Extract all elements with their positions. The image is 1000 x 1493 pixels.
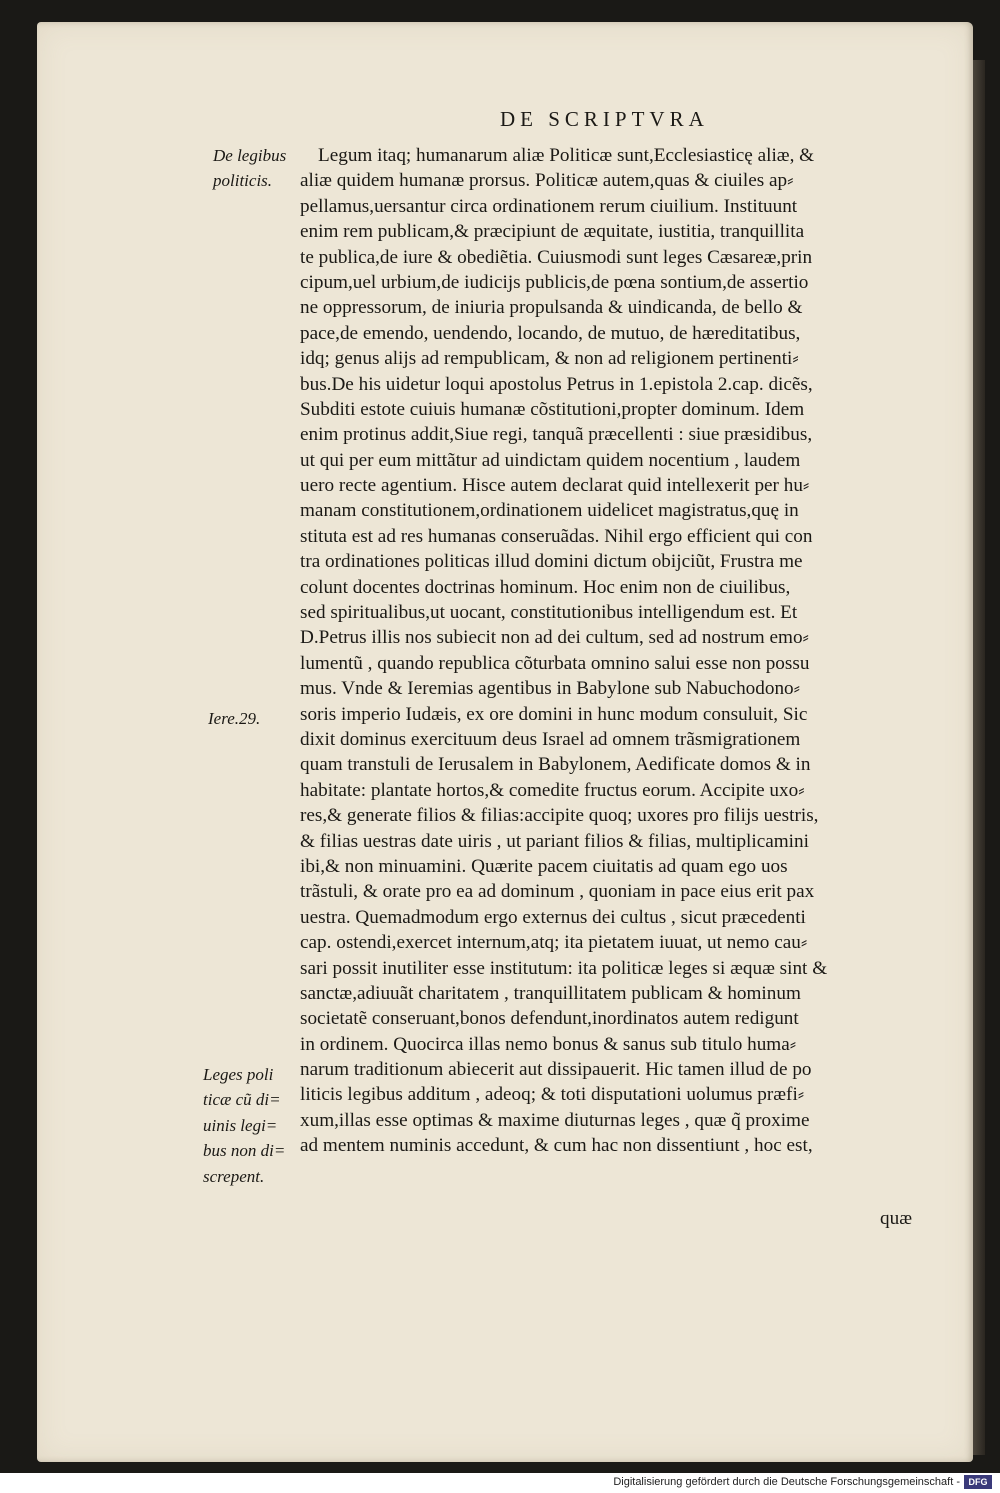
text-line: uestra. Quemadmodum ergo externus dei cultus , sicut præcedenti	[300, 906, 806, 928]
margin-note-leges-politicae	[203, 1062, 285, 1189]
text-line: liticis legibus additum , adeoq; & toti disputationi uolumus præfi⸗	[300, 1084, 805, 1106]
text-line: D.Petrus illis nos subiecit non ad dei cultum, sed ad nostrum emo⸗	[300, 627, 809, 649]
text-line: & filias uestras date uiris , ut pariant filios & filias, multiplicamini	[300, 830, 809, 852]
text-line: bus.De his uidetur loqui apostolus Petrus in 1.epistola 2.cap. dicẽs,	[300, 373, 813, 395]
text-line: pace,de emendo, uendendo, locando, de mutuo, de hæreditatibus,	[300, 322, 801, 344]
text-line: manam constitutionem,ordinationem uidelicet magistratus,quę in	[300, 500, 799, 522]
text-line: sari possit inutiliter esse institutum: ita politicæ leges si æquæ sint &	[300, 957, 828, 979]
text-line: res,& generate filios & filias:accipite quoq; uxores pro filijs uestris,	[300, 805, 819, 827]
text-line: sanctæ,adiuuãt charitatem , tranquillitatem publicam & hominum	[300, 982, 801, 1004]
margin-note-de-legibus	[213, 143, 286, 194]
margin-note-line: Leges poli	[203, 1065, 274, 1084]
margin-note-line: ticæ cũ di=	[203, 1090, 281, 1110]
text-line: stituta est ad res humanas conseruãdas. Nihil ergo efficient qui con	[300, 525, 813, 547]
text-line: enim protinus addit,Siue regi, tanquã præcellenti : siue præsidibus,	[300, 424, 813, 446]
text-line: quam transtuli de Ierusalem in Babylonem, Aedificate domos & in	[300, 754, 811, 776]
text-line: pellamus,uersantur circa ordinationem rerum ciuilium. Instituunt	[300, 195, 798, 217]
body-text	[300, 143, 940, 1159]
margin-note-line: De legibus	[213, 146, 287, 165]
text-line: te publica,de iure & obediẽtia. Cuiusmodi sunt leges Cæsareæ,prin	[300, 246, 813, 268]
text-line: Legum itaq; humanarum aliæ Politicæ sunt,Ecclesiasticę aliæ, &	[318, 145, 815, 166]
footer-credit: Digitalisierung gefördert durch die Deutsche Forschungsgemeinschaft -	[613, 1476, 960, 1488]
text-line: uero recte agentium. Hisce autem declarat quid intellexerit per hu⸗	[300, 475, 810, 497]
margin-note-line: bus non di=	[203, 1141, 286, 1161]
text-line: habitate: plantate hortos,& comedite fructus eorum. Accipite uxo⸗	[300, 779, 805, 801]
margin-note-line: screpent.	[203, 1166, 265, 1186]
margin-note-iere	[208, 706, 260, 731]
text-line: idq; genus alijs ad rempublicam, & non ad religionem pertinenti⸗	[300, 348, 799, 370]
margin-note-line: uinis legi=	[203, 1115, 278, 1135]
text-line: cipum,uel urbium,de iudicijs publicis,de pœna sontium,de assertio	[300, 271, 809, 293]
text-line: lumentũ , quando republica cõturbata omnino salui esse non possu	[300, 652, 810, 674]
text-line: ne oppressorum, de iniuria propulsanda & uindicanda, de bello &	[300, 297, 803, 319]
catchword: quæ	[880, 1208, 912, 1229]
dfg-logo: DFG	[964, 1475, 992, 1489]
text-line: trãstuli, & orate pro ea ad dominum , quoniam in pace eius erit pax	[300, 881, 815, 903]
text-line: ut qui per eum mittãtur ad uindictam quidem nocentium , laudem	[300, 449, 801, 471]
text-line: societatẽ conseruant,bonos defendunt,inordinatos autem redigunt	[300, 1008, 799, 1030]
text-line: enim rem publicam,& præcipiunt de æquitate, iustitia, tranquillita	[300, 221, 805, 243]
text-line: soris imperio Iudæis, ex ore domini in hunc modum consuluit, Sic	[300, 703, 808, 725]
text-line: dixit dominus exercituum deus Israel ad omnem trãsmigrationem	[300, 728, 801, 750]
text-line: ibi,& non minuamini. Quærite pacem ciuitatis ad quam ego uos	[300, 855, 788, 877]
page-edge	[973, 60, 985, 1455]
text-line: mus. Vnde & Ieremias agentibus in Babylone sub Nabuchodono⸗	[300, 678, 801, 700]
running-head: DE SCRIPTVRA	[500, 107, 709, 131]
text-line: sed spiritualibus,ut uocant, constitutionibus intelligendum est. Et	[300, 602, 798, 624]
margin-note-line: Iere.29.	[208, 709, 261, 728]
text-line: Subditi estote cuiuis humanæ cõstitutioni,propter dominum. Idem	[300, 398, 805, 420]
text-line: ad mentem numinis accedunt, & cum hac non dissentiunt , hoc est,	[300, 1135, 813, 1157]
text-line: cap. ostendi,exercet internum,atq; ita pietatem iuuat, ut nemo cau⸗	[300, 932, 808, 954]
text-line: in ordinem. Quocirca illas nemo bonus & sanus sub titulo huma⸗	[300, 1033, 797, 1055]
text-line: xum,illas esse optimas & maxime diuturnas leges , quæ q̃ proxime	[300, 1109, 810, 1131]
margin-note-line: politicis.	[213, 171, 273, 191]
text-line: tra ordinationes politicas illud domini dictum obijciũt, Frustra me	[300, 551, 803, 573]
text-line: colunt docentes doctrinas hominum. Hoc enim non de ciuilibus,	[300, 576, 791, 598]
text-line: narum traditionum abiecerit aut dissipauerit. Hic tamen illud de po	[300, 1059, 812, 1081]
text-line: aliæ quidem humanæ prorsus. Politicæ autem,quas & ciuiles ap⸗	[300, 170, 794, 192]
